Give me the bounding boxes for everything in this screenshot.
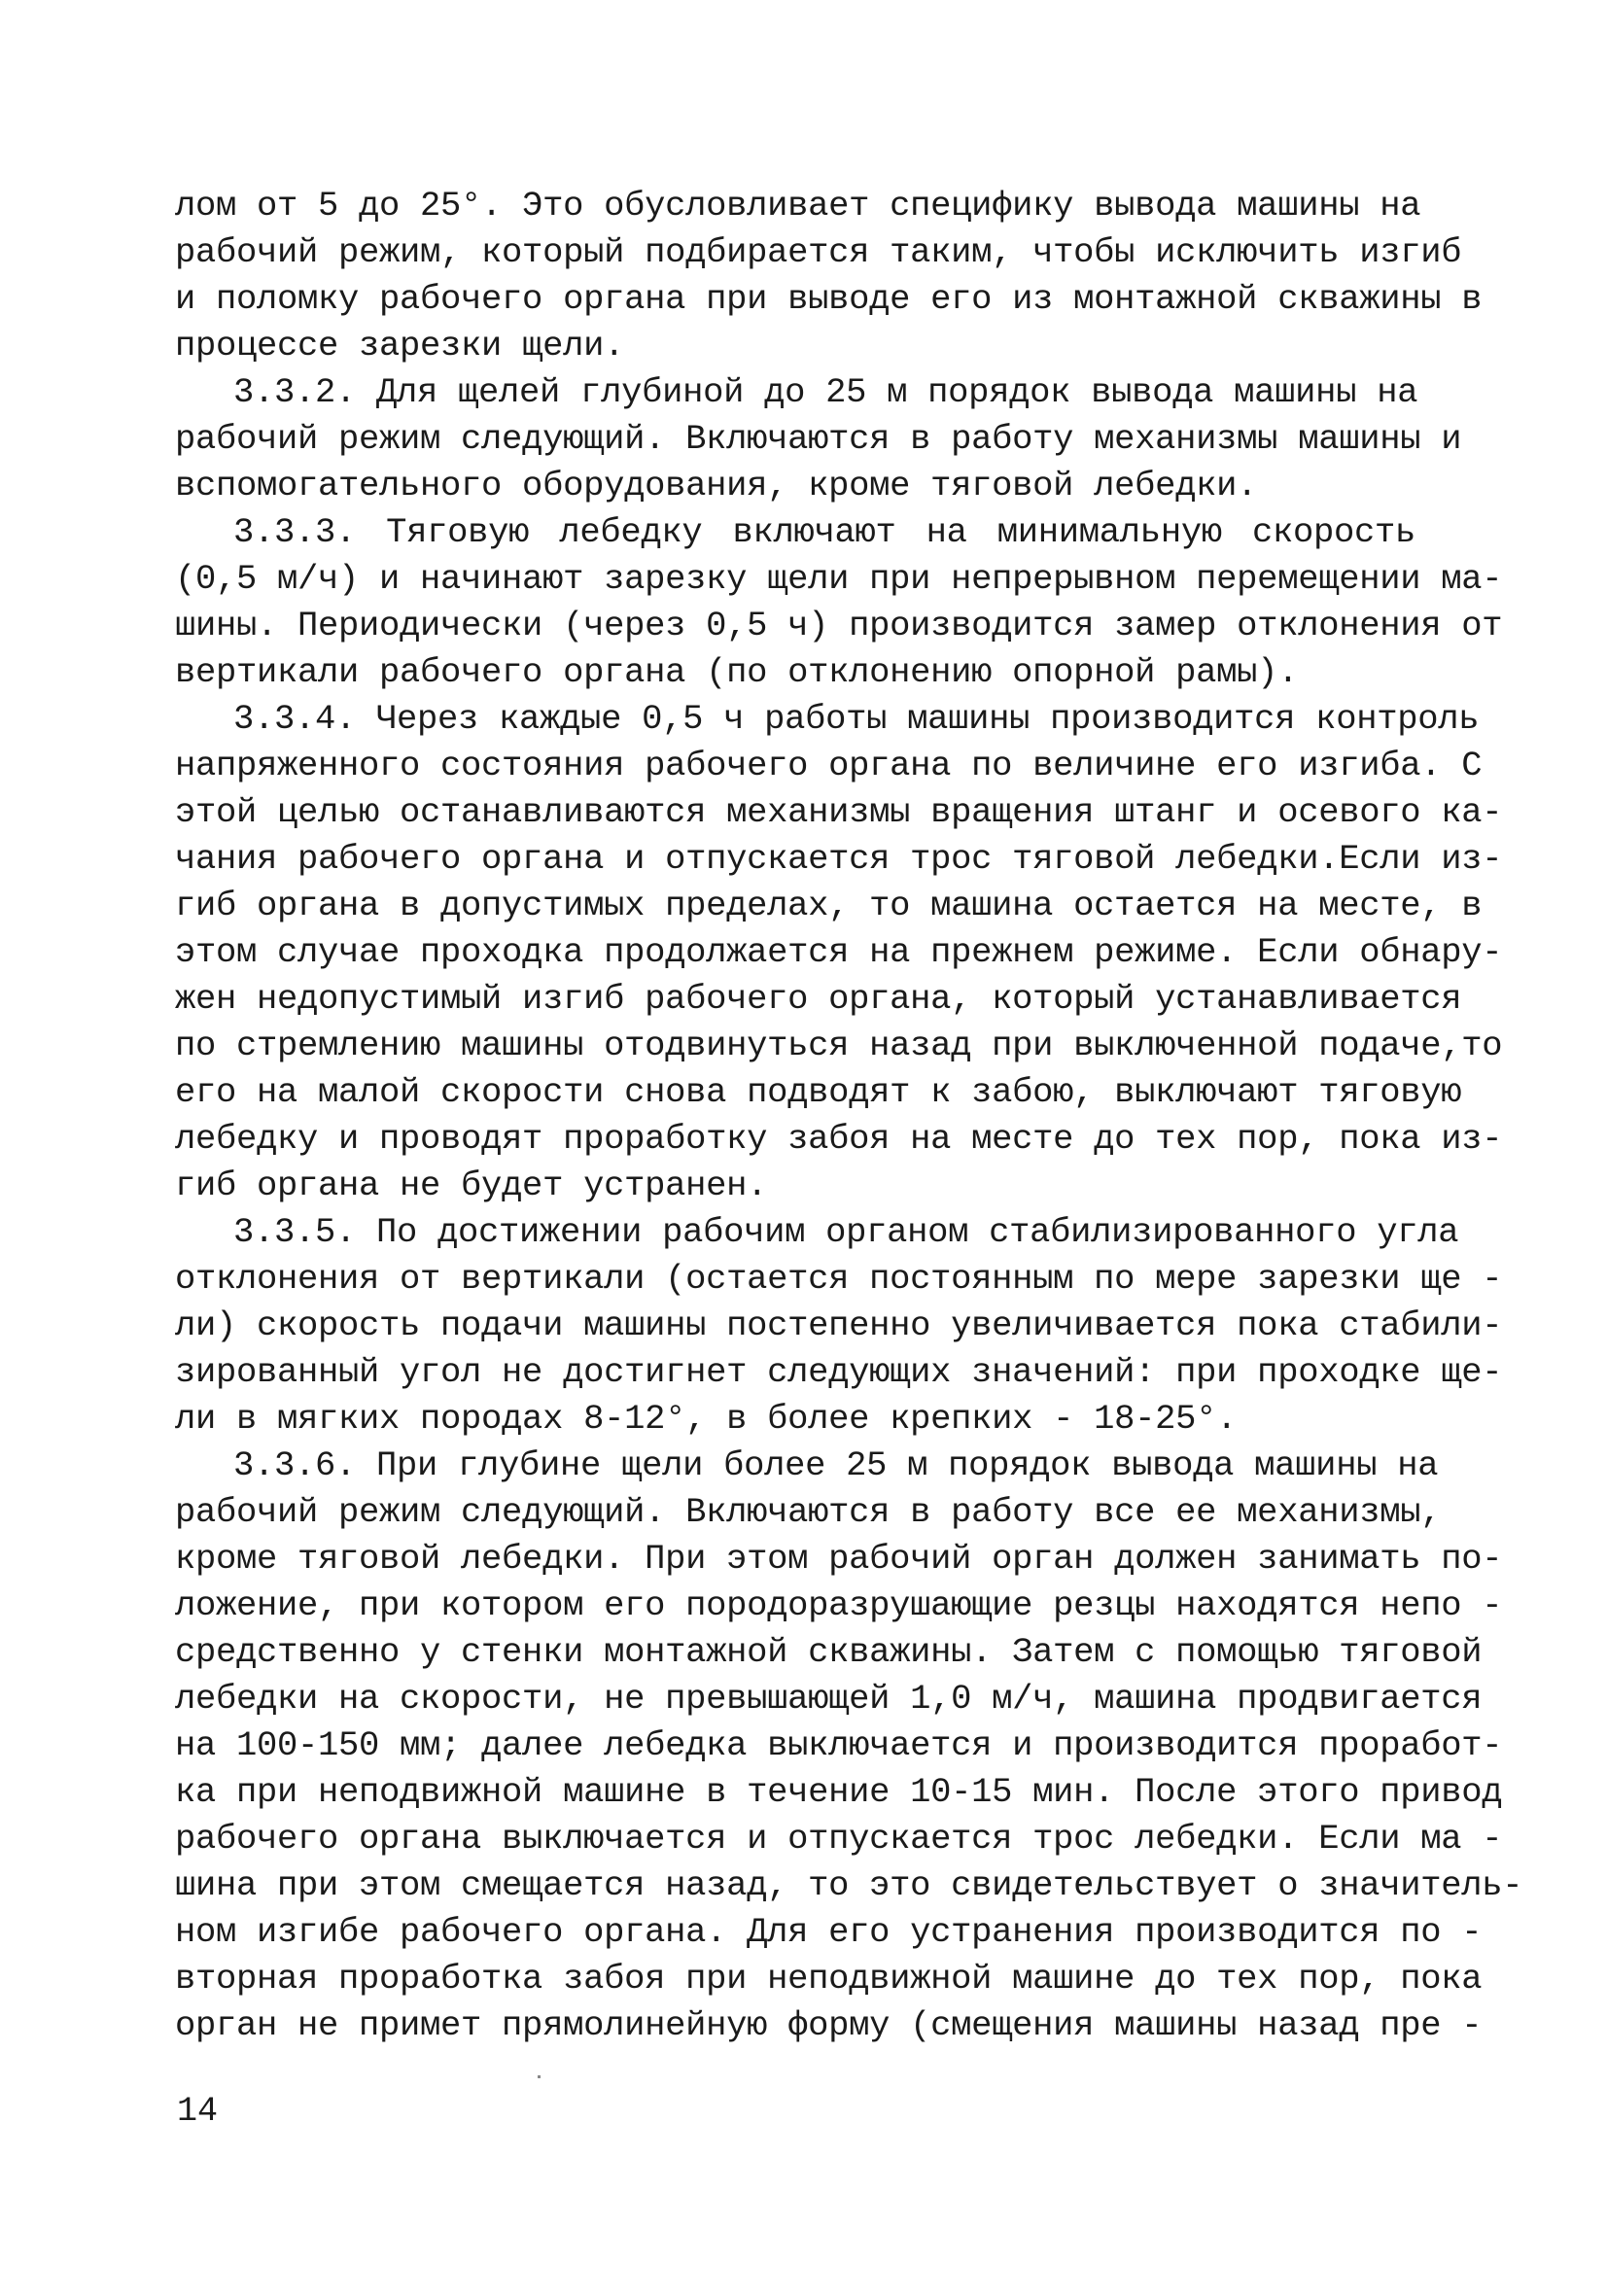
text-line: 3.3.3. Тяговую лебедку включают на минимальную скорость <box>233 512 1415 552</box>
text-line: гиб органа не будет устранен. <box>175 1165 768 1205</box>
text-line: рабочий режим следующий. Включаются в работу все ее механизмы, <box>175 1492 1442 1532</box>
text-line: ли в мягких породах 8-12°, в более крепких - 18-25°. <box>175 1399 1238 1439</box>
text-line: (0,5 м/ч) и начинают зарезку щели при непрерывном перемещении ма- <box>175 559 1503 599</box>
text-line: рабочий режим, который подбирается таким, чтобы исключить изгиб <box>175 232 1462 272</box>
page-number: 14 <box>177 2092 219 2131</box>
text-line: 3.3.6. При глубине щели более 25 м порядок вывода машины на <box>233 1445 1439 1485</box>
text-line: и поломку рабочего органа при выводе его из монтажной скважины в <box>175 279 1483 319</box>
text-line: напряженного состояния рабочего органа по величине его изгиба. С <box>175 746 1483 785</box>
text-line: орган не примет прямолинейную форму (смещения машины назад пре - <box>175 2005 1483 2045</box>
text-line: рабочего органа выключается и отпускается трос лебедки. Если ма - <box>175 1819 1503 1859</box>
text-line: 3.3.4. Через каждые 0,5 ч работы машины производится контроль <box>233 699 1480 739</box>
text-line: жен недопустимый изгиб рабочего органа, который устанавливается <box>175 979 1462 1019</box>
text-line: 3.3.2. Для щелей глубиной до 25 м порядок вывода машины на <box>233 372 1418 412</box>
text-line: по стремлению машины отодвинуться назад при выключенной подаче,то <box>175 1026 1503 1065</box>
text-line: вспомогательного оборудования, кроме тяговой лебедки. <box>175 466 1258 505</box>
text-line: этой целью останавливаются механизмы вращения штанг и осевого ка- <box>175 792 1503 832</box>
text-line: ложение, при котором его породоразрушающие резцы находятся непо - <box>175 1585 1503 1625</box>
text-line: ном изгибе рабочего органа. Для его устранения производится по - <box>175 1912 1483 1952</box>
text-line: его на малой скорости снова подводят к забою, выключают тяговую <box>175 1072 1462 1112</box>
text-line: на 100-150 мм; далее лебедка выключается и производится проработ- <box>175 1725 1503 1765</box>
text-line: этом случае проходка продолжается на прежнем режиме. Если обнару- <box>175 932 1503 972</box>
text-line: лебедку и проводят проработку забоя на месте до тех пор, пока из- <box>175 1119 1503 1159</box>
text-line: гиб органа в допустимых пределах, то машина остается на месте, в <box>175 886 1483 925</box>
text-line: отклонения от вертикали (остается постоянным по мере зарезки ще - <box>175 1259 1503 1299</box>
scan-speck <box>538 2075 541 2078</box>
text-line: зированный угол не достигнет следующих значений: при проходке ще- <box>175 1352 1503 1392</box>
text-line: кроме тяговой лебедки. При этом рабочий орган должен занимать по- <box>175 1539 1503 1579</box>
text-line: вертикали рабочего органа (по отклонению опорной рамы). <box>175 652 1299 692</box>
text-line: шина при этом смещается назад, то это свидетельствует о значитель- <box>175 1865 1523 1905</box>
text-line: 3.3.5. По достижении рабочим органом стабилизированного угла <box>233 1212 1459 1252</box>
text-line: рабочий режим следующий. Включаются в работу механизмы машины и <box>175 419 1462 459</box>
text-line: средственно у стенки монтажной скважины. Затем с помощью тяговой <box>175 1632 1483 1672</box>
text-line: процессе зарезки щели. <box>175 326 625 365</box>
text-line: лом от 5 до 25°. Это обусловливает специфику вывода машины на <box>175 186 1421 226</box>
text-line: чания рабочего органа и отпускается трос тяговой лебедки.Если из- <box>175 839 1503 879</box>
text-line: ка при неподвижной машине в течение 10-15 мин. После этого привод <box>175 1772 1503 1812</box>
text-line: ли) скорость подачи машины постепенно увеличивается пока стабили- <box>175 1305 1503 1345</box>
text-line: вторная проработка забоя при неподвижной машине до тех пор, пока <box>175 1959 1483 1999</box>
document-page <box>175 183 1523 2049</box>
text-line: шины. Периодически (через 0,5 ч) производится замер отклонения от <box>175 606 1503 645</box>
text-line: лебедки на скорости, не превышающей 1,0 м/ч, машина продвигается <box>175 1679 1483 1719</box>
